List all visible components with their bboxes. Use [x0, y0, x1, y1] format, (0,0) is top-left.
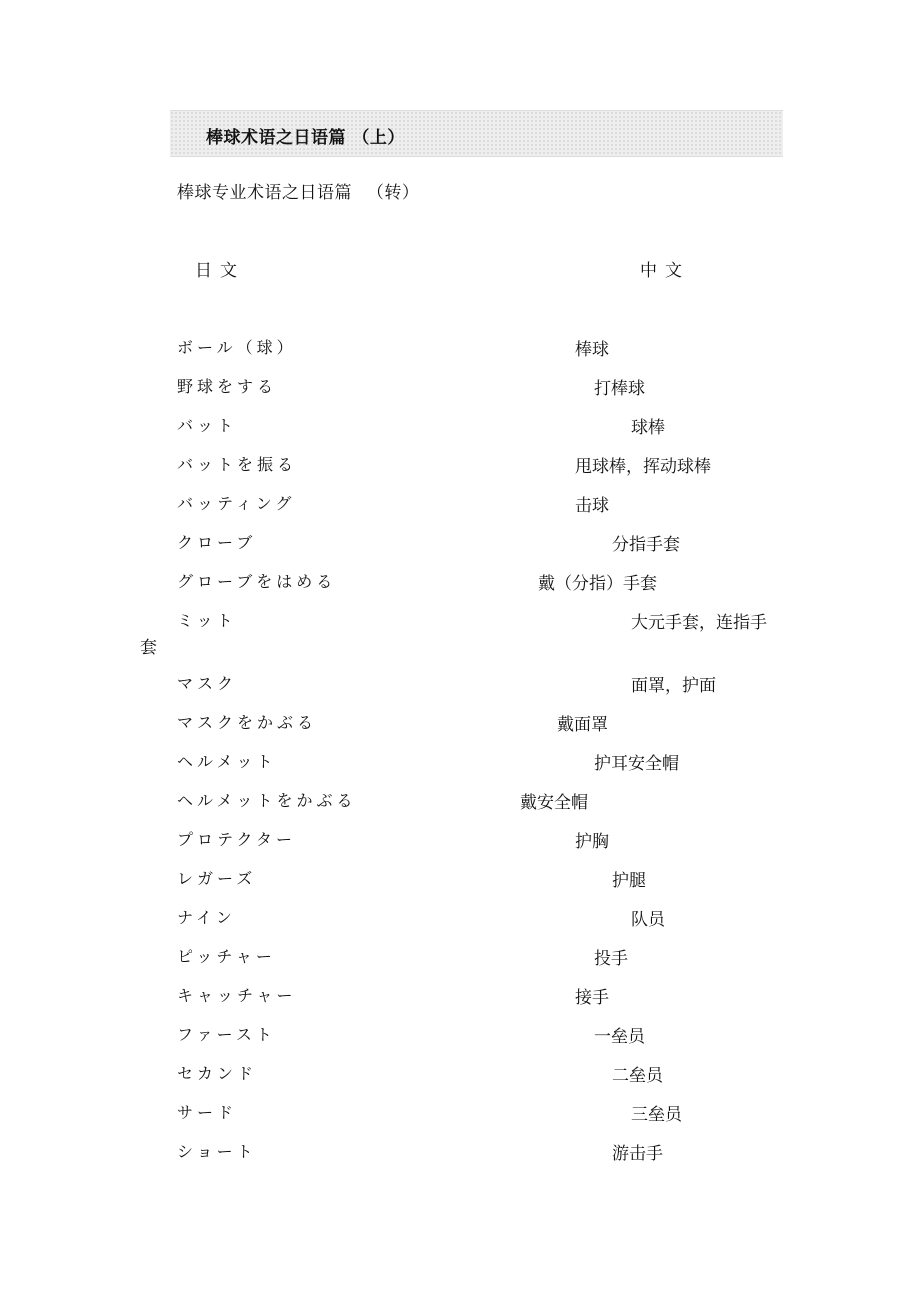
- chinese-term: 大元手套，连指手: [631, 613, 767, 633]
- chinese-term: 棒球: [575, 340, 609, 360]
- page-title: 棒球术语之日语篇 （上）: [206, 128, 405, 148]
- chinese-term: 球棒: [631, 418, 665, 438]
- japanese-term: ピッチャー: [177, 947, 276, 966]
- term-row: [0, 905, 920, 944]
- chinese-term: 戴面罩: [557, 715, 608, 735]
- term-row: [0, 944, 920, 983]
- column-header-japanese: 日文: [195, 261, 245, 281]
- japanese-term: サード: [177, 1103, 238, 1122]
- chinese-term: 甩球棒，挥动球棒: [575, 457, 711, 477]
- chinese-term: 击球: [575, 496, 609, 516]
- chinese-term: 护腿: [612, 871, 646, 891]
- term-row: [0, 1139, 920, 1178]
- japanese-term: バッティング: [177, 494, 296, 513]
- chinese-term: 接手: [575, 988, 609, 1008]
- term-row: [0, 983, 920, 1022]
- japanese-term: キャッチャー: [177, 986, 297, 1005]
- chinese-term: 打棒球: [594, 379, 645, 399]
- term-row: [0, 1022, 920, 1061]
- japanese-term: グローブをはめる: [177, 572, 337, 591]
- subtitle: 棒球专业术语之日语篇 （转）: [177, 183, 420, 203]
- term-row: [0, 491, 920, 530]
- term-row: [0, 530, 920, 569]
- chinese-term: 戴安全帽: [520, 793, 588, 813]
- title-bar: [170, 110, 783, 157]
- japanese-term: ヘルメット: [177, 752, 277, 771]
- japanese-term: レガーズ: [177, 869, 257, 888]
- term-row: [0, 1061, 920, 1100]
- japanese-term: バット: [177, 416, 238, 435]
- term-row: [0, 788, 920, 827]
- japanese-term: ナイン: [177, 908, 236, 927]
- japanese-term: ショート: [177, 1142, 257, 1161]
- term-row: [0, 749, 920, 788]
- japanese-term: マスク: [177, 674, 238, 693]
- chinese-term: 队员: [631, 910, 665, 930]
- chinese-term: 护胸: [575, 832, 609, 852]
- chinese-term: 一垒员: [594, 1027, 645, 1047]
- term-row: [0, 1100, 920, 1139]
- japanese-term: ボール（球）: [177, 338, 297, 357]
- chinese-term-wrap: 套: [140, 638, 157, 658]
- japanese-term: 野球をする: [177, 377, 278, 396]
- term-row: [0, 866, 920, 905]
- japanese-term: マスクをかぶる: [177, 713, 318, 732]
- japanese-term: クローブ: [177, 533, 257, 552]
- japanese-term: ヘルメットをかぶる: [177, 791, 357, 810]
- japanese-term: セカンド: [177, 1064, 258, 1083]
- japanese-term: ミット: [177, 611, 237, 630]
- japanese-term: バットを振る: [177, 455, 298, 474]
- term-row: [0, 710, 920, 749]
- column-header-chinese: 中文: [640, 261, 690, 281]
- term-row: [0, 413, 920, 452]
- chinese-term: 游击手: [612, 1144, 663, 1164]
- chinese-term: 面罩，护面: [631, 676, 716, 696]
- chinese-term: 投手: [594, 949, 628, 969]
- term-row: [0, 671, 920, 710]
- chinese-term: 护耳安全帽: [594, 754, 679, 774]
- japanese-term: ファースト: [177, 1025, 276, 1044]
- term-row: [0, 452, 920, 491]
- chinese-term: 戴（分指）手套: [538, 574, 657, 594]
- chinese-term: 二垒员: [612, 1066, 663, 1086]
- chinese-term: 三垒员: [631, 1105, 682, 1125]
- japanese-term: プロテクター: [177, 830, 297, 849]
- term-row: [0, 374, 920, 413]
- term-row: [0, 335, 920, 374]
- term-row: [0, 827, 920, 866]
- term-row: [0, 569, 920, 608]
- chinese-term: 分指手套: [612, 535, 680, 555]
- term-row: [0, 608, 920, 647]
